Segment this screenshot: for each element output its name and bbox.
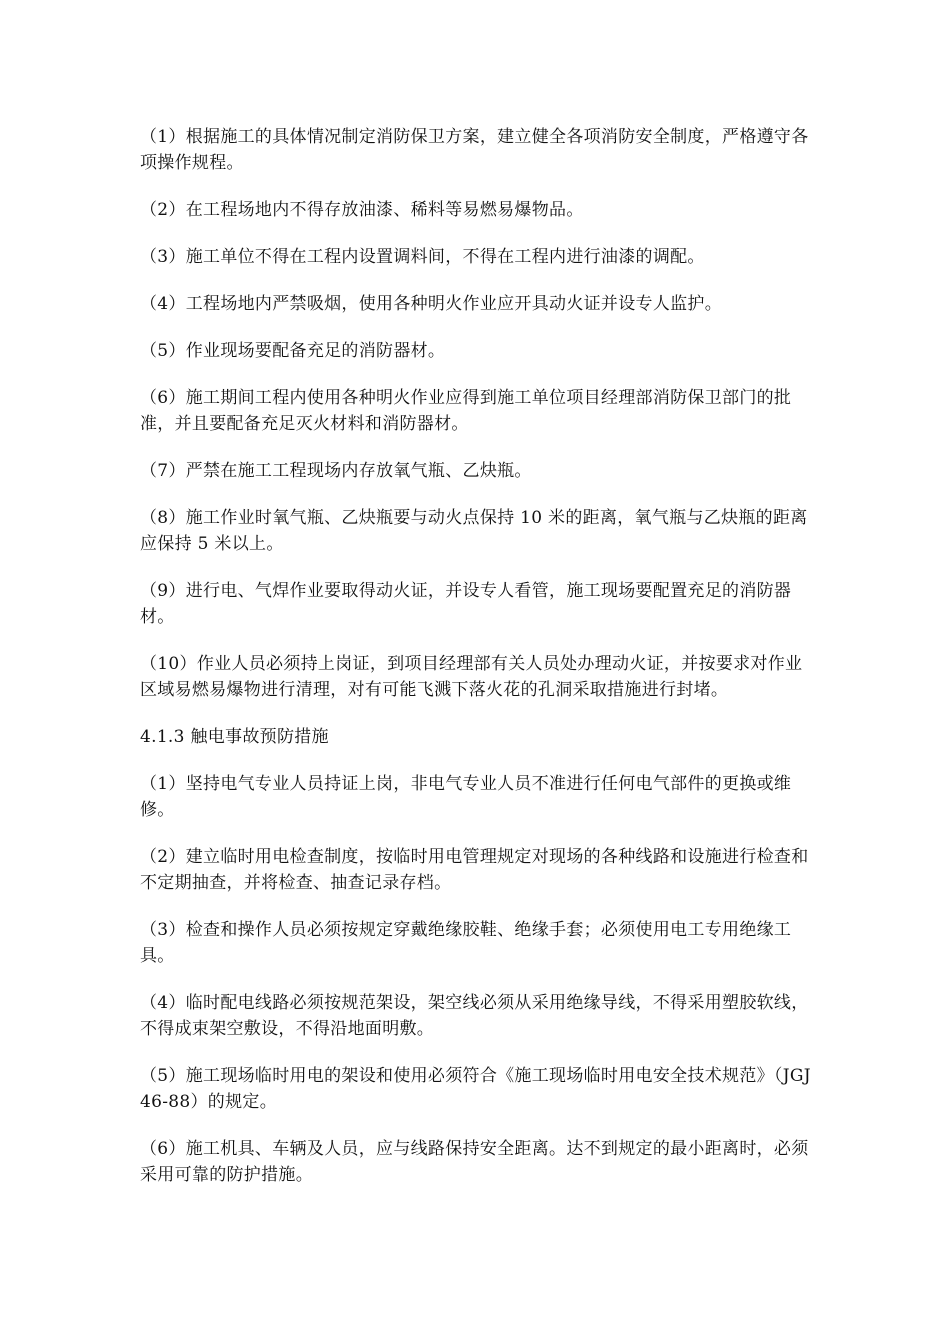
paragraph-electric-4: （4）临时配电线路必须按规范架设，架空线必须从采用绝缘导线，不得采用塑胶软线，不得成束架空敷设，不得沿地面明敷。 [140,993,809,1039]
paragraph-fire-1: （1）根据施工的具体情况制定消防保卫方案，建立健全各项消防安全制度，严格遵守各项操作规程。 [140,127,809,173]
paragraph-electric-5: （5）施工现场临时用电的架设和使用必须符合《施工现场临时用电安全技术规范》（JGJ46-88）的规定。 [140,1066,811,1112]
paragraph-electric-1: （1）坚持电气专业人员持证上岗，非电气专业人员不准进行任何电气部件的更换或维修。 [140,774,792,820]
section-heading-electric-shock: 4.1.3 触电事故预防措施 [140,727,329,747]
paragraph-fire-8: （8）施工作业时氧气瓶、乙炔瓶要与动火点保持 10 米的距离，氧气瓶与乙炔瓶的距离应保持 5 米以上。 [140,508,808,554]
paragraph-fire-6: （6）施工期间工程内使用各种明火作业应得到施工单位项目经理部消防保卫部门的批准，并且要配备充足灭火材料和消防器材。 [140,388,792,434]
paragraph-fire-9: （9）进行电、气焊作业要取得动火证，并设专人看管，施工现场要配置充足的消防器材。 [140,581,792,627]
paragraph-fire-2: （2）在工程场地内不得存放油漆、稀料等易燃易爆物品。 [140,200,584,220]
paragraph-fire-4: （4）工程场地内严禁吸烟，使用各种明火作业应开具动火证并设专人监护。 [140,294,723,314]
paragraph-electric-6: （6）施工机具、车辆及人员，应与线路保持安全距离。达不到规定的最小距离时，必须采用可靠的防护措施。 [140,1139,809,1185]
paragraph-fire-3: （3）施工单位不得在工程内设置调料间，不得在工程内进行油漆的调配。 [140,247,705,267]
paragraph-electric-2: （2）建立临时用电检查制度，按临时用电管理规定对现场的各种线路和设施进行检查和不定期抽查，并将检查、抽查记录存档。 [140,847,809,893]
document-body [140,124,812,1209]
paragraph-fire-7: （7）严禁在施工工程现场内存放氧气瓶、乙炔瓶。 [140,461,532,481]
paragraph-fire-10: （10）作业人员必须持上岗证，到项目经理部有关人员处办理动火证，并按要求对作业区域易燃易爆物进行清理，对有可能飞溅下落火花的孔洞采取措施进行封堵。 [140,654,803,700]
paragraph-fire-5: （5）作业现场要配备充足的消防器材。 [140,341,446,361]
paragraph-electric-3: （3）检查和操作人员必须按规定穿戴绝缘胶鞋、绝缘手套；必须使用电工专用绝缘工具。 [140,920,792,966]
